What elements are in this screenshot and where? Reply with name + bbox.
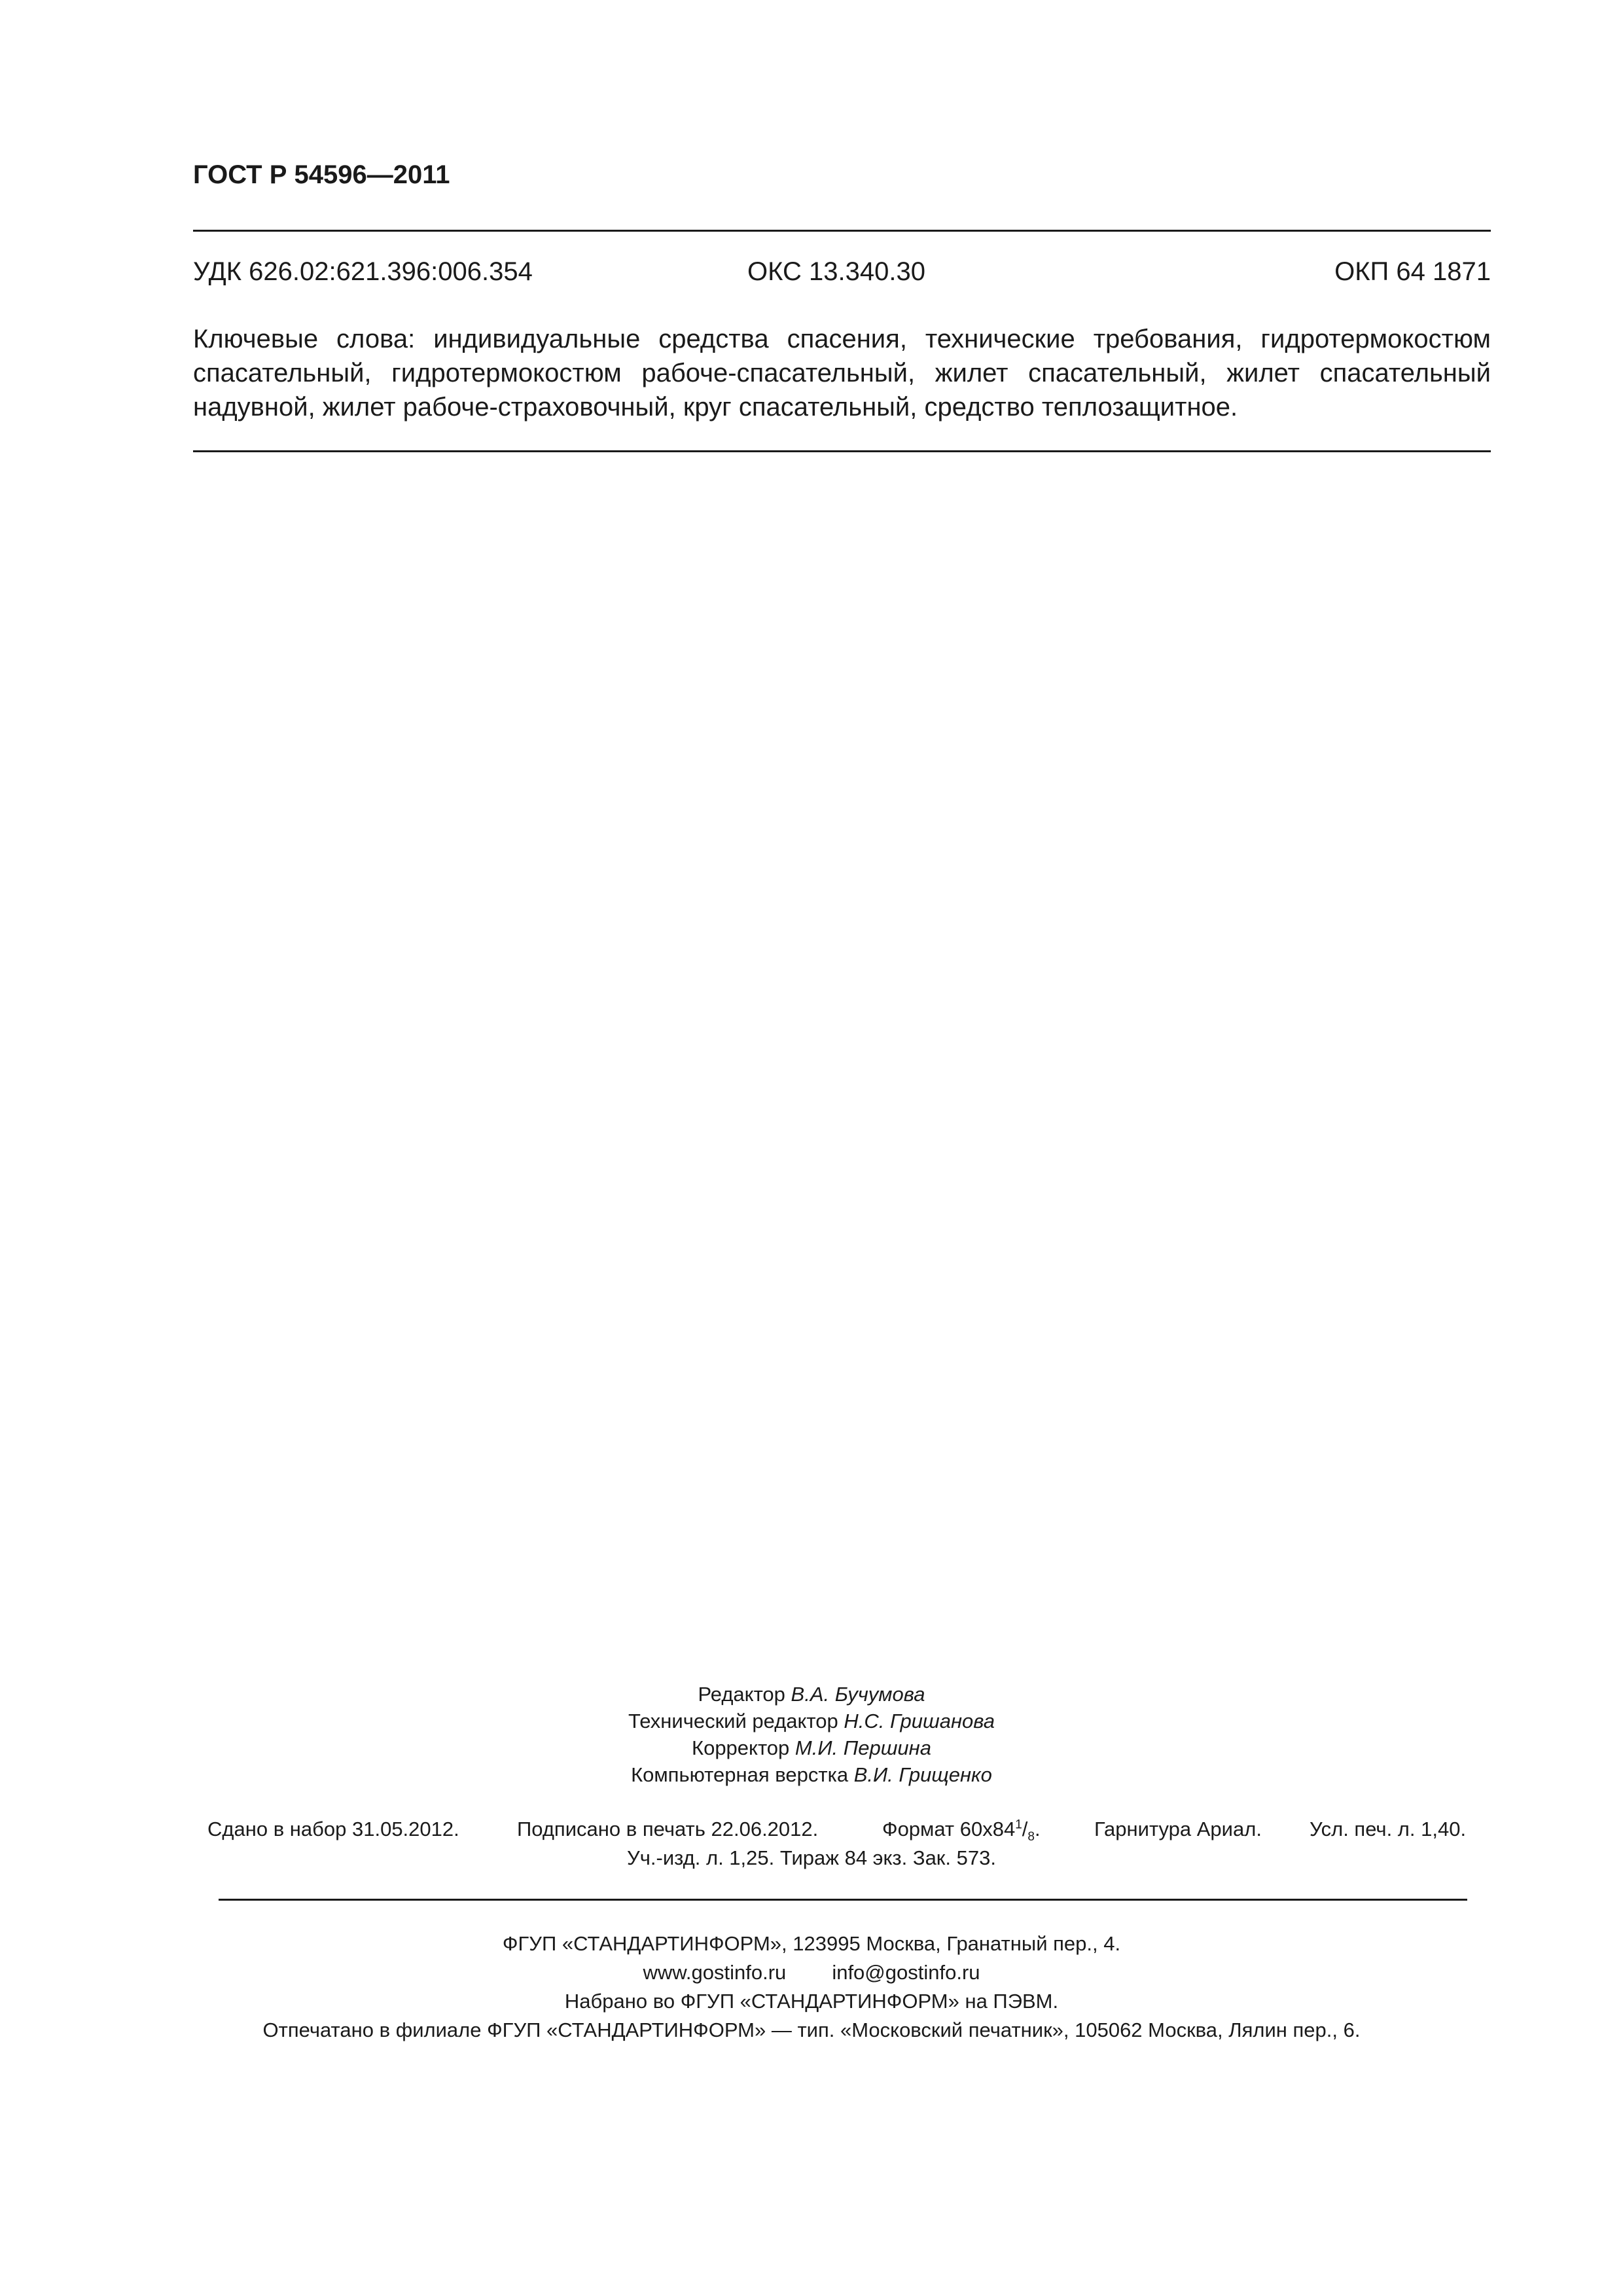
- keywords-divider: [193, 450, 1491, 452]
- top-divider: [193, 230, 1491, 232]
- printed-note: Отпечатано в филиале ФГУП «СТАНДАРТИНФОРМ» — тип. «Московский печатник», 105062 Москва, Лялин пер., 6.: [262, 2018, 1361, 2041]
- okp-code: ОКП 64 1871: [1334, 257, 1491, 286]
- credit-role: Корректор: [692, 1736, 790, 1759]
- publisher-block: [0, 1929, 1623, 2045]
- publisher-contacts: [0, 1958, 1623, 1987]
- publisher-website[interactable]: www.gostinfo.ru: [643, 1961, 787, 1984]
- typeface: Гарнитура Ариал.: [1094, 1818, 1262, 1840]
- publisher-address: ФГУП «СТАНДАРТИНФОРМ», 123995 Москва, Гранатный пер., 4.: [502, 1932, 1121, 1955]
- standard-number: ГОСТ Р 54596—2011: [193, 160, 450, 189]
- credit-line: [0, 1681, 1623, 1708]
- udk-code: УДК 626.02:621.396:006.354: [193, 257, 533, 286]
- typeset-note: Набрано во ФГУП «СТАНДАРТИНФОРМ» на ПЭВМ.: [564, 1990, 1059, 2013]
- keywords-paragraph: Ключевые слова: индивидуальные средства спасения, технические требования, гидротермокостюм спасательный, гидротермокостюм рабоче-спасательный, жилет спасательный, жилет спасательный надувной, жилет рабоче-страховочный, круг спасательный, средство теплозащитное.: [193, 325, 1491, 422]
- credit-name: М.И. Першина: [794, 1736, 931, 1759]
- publisher-email[interactable]: info@gostinfo.ru: [832, 1961, 980, 1984]
- print-info-row: [0, 1818, 1623, 1845]
- credit-name: В.И. Грищенко: [853, 1763, 992, 1786]
- paper-format: Формат $60x84^1/_8$.: [882, 1818, 1041, 1844]
- credit-role: Компьютерная верстка: [631, 1763, 849, 1786]
- credit-line: [0, 1734, 1623, 1761]
- credit-name: В.А. Бучумова: [791, 1683, 925, 1706]
- oks-code: ОКС 13.340.30: [747, 257, 925, 286]
- publisher-divider: [219, 1899, 1467, 1901]
- print-info-line2: Уч.-изд. л. 1,25. Тираж 84 экз. Зак. 573.: [627, 1846, 996, 1869]
- signed-date: Подписано в печать 22.06.2012.: [517, 1818, 819, 1840]
- classification-row: [193, 257, 1491, 290]
- print-sheets: Усл. печ. л. 1,40.: [1310, 1818, 1467, 1840]
- credit-name: Н.С. Гришанова: [844, 1710, 995, 1732]
- credit-line: [0, 1708, 1623, 1734]
- credit-role: Технический редактор: [628, 1710, 838, 1732]
- credit-line: [0, 1761, 1623, 1788]
- credit-role: Редактор: [698, 1683, 785, 1706]
- submitted-date: Сдано в набор 31.05.2012.: [207, 1818, 459, 1840]
- credits-block: [0, 1681, 1623, 1788]
